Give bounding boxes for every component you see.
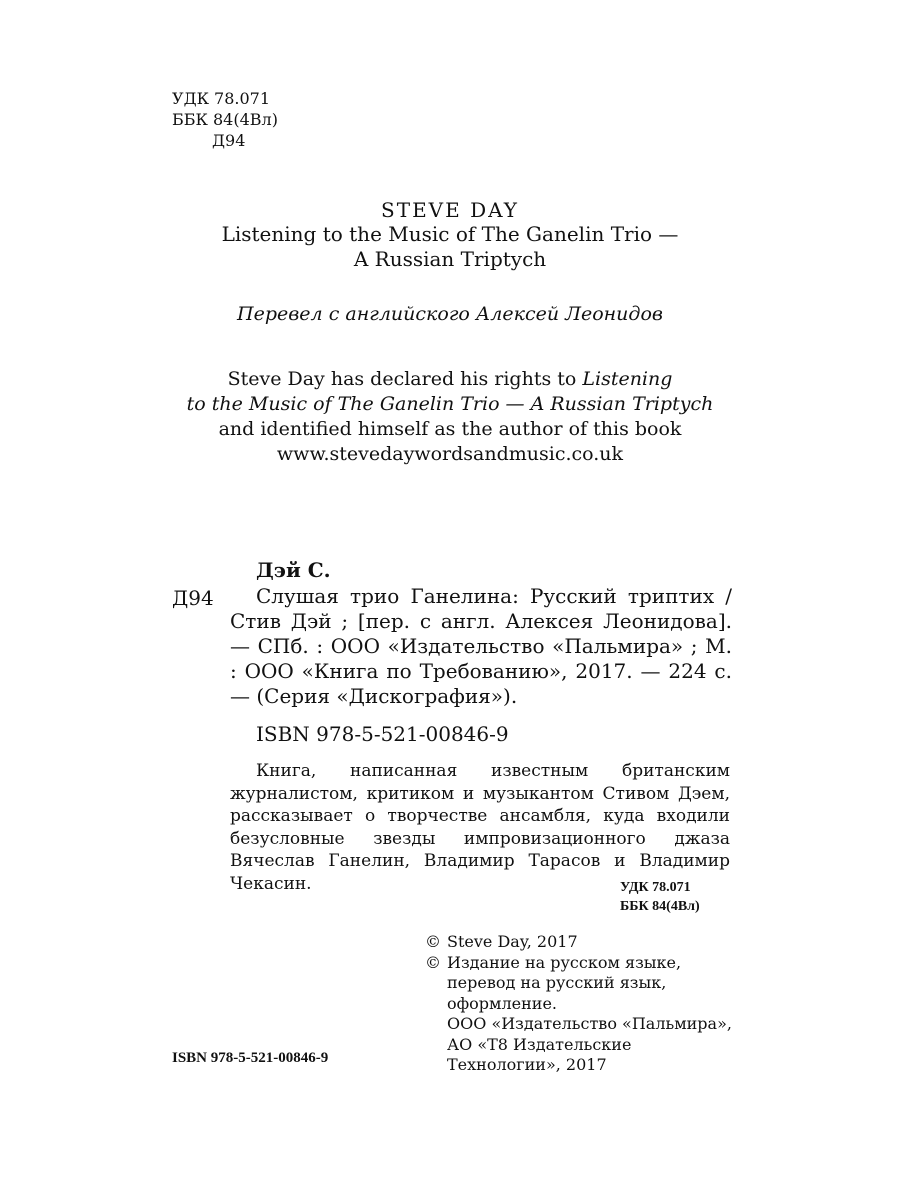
rights-line-1-prefix: Steve Day has declared his rights to (227, 368, 583, 390)
title-line-1: Listening to the Music of The Ganelin Trio — (221, 222, 679, 246)
title-line-2: A Russian Triptych (353, 247, 547, 271)
copyright-line-6: АО «Т8 Издательские (447, 1034, 632, 1054)
copyright-indent-3 (425, 973, 447, 994)
translator-credit: Перевел с английского Алексей Леонидов (237, 303, 663, 325)
copyright-row-3 (425, 973, 732, 994)
catalog-description-text: Слушая трио Ганелина: Русский триптих / Стив Дэй ; [пер. с англ. Алексея Леонидова]. — СПб. : ООО «Издательство «Пальмира» ; М. : ООО «Книга по Требованию», 2017. — 224 с. — (Серия «Дискография»). (230, 584, 732, 708)
rights-line-2 (150, 392, 750, 417)
bbk-code: ББК 84(4Вл) (172, 110, 278, 129)
catalog-annotation-text: Книга, написанная известным британским журналистом, критиком и музыкантом Стивом Дэем, рассказывает о творчестве ансамбля, куда входили безусловные звезды импровизационного джаза Вячеслав Ганелин, Владимир Тарасов и Владимир Чекасин. (230, 761, 730, 894)
copyright-notice (425, 932, 732, 1076)
copyright-line-4: оформление. (447, 993, 557, 1013)
copyright-indent-7 (425, 1055, 447, 1076)
rights-line-3: and identified himself as the author of this book (218, 418, 682, 440)
author-website: www.stevedaywordsandmusic.co.uk (276, 443, 624, 465)
udk-code: УДК 78.071 (172, 89, 271, 108)
catalog-annotation (230, 760, 730, 895)
classification-top (172, 88, 278, 151)
copyright-row-6 (425, 1035, 732, 1056)
catalog-isbn: ISBN 978-5-521-00846-9 (256, 722, 509, 746)
copyright-symbol-2: © (425, 952, 441, 972)
rights-statement (150, 367, 750, 467)
copyright-row-1 (425, 932, 732, 953)
copyright-row-5 (425, 1014, 732, 1035)
copyright-row-7 (425, 1055, 732, 1076)
copyright-line-7: Технологии», 2017 (447, 1055, 607, 1074)
catalog-author-code: Д94 (172, 586, 214, 610)
isbn-footer: ISBN 978-5-521-00846-9 (172, 1050, 329, 1066)
catalog-author-heading: Дэй С. (256, 558, 331, 582)
author-name: STEVE DAY (381, 198, 519, 222)
copyright-row-2 (425, 953, 732, 974)
copyright-line-3: перевод на русский язык, (447, 973, 667, 992)
copyright-indent-5 (425, 1014, 447, 1035)
copyright-indent-6 (425, 1035, 447, 1056)
copyright-indent-4 (425, 994, 447, 1015)
book-title (150, 222, 750, 272)
rights-line-1-italic: Listening (582, 368, 673, 390)
copyright-holder-2: Издание на русском языке, (447, 952, 682, 972)
catalog-bbk: ББК 84(4Вл) (620, 899, 700, 914)
catalog-description (230, 584, 732, 709)
copyright-row-4 (425, 994, 732, 1015)
copyright-holder-1: Steve Day, 2017 (447, 932, 578, 951)
copyright-symbol-1: © (425, 932, 441, 951)
catalog-udk: УДК 78.071 (620, 880, 691, 895)
copyright-line-5: ООО «Издательство «Пальмира», (447, 1014, 732, 1033)
author-code: Д94 (212, 131, 246, 150)
rights-line-2-italic: to the Music of The Ganelin Trio — A Russian Triptych (186, 393, 714, 415)
rights-line-1 (150, 367, 750, 392)
catalog-classification (620, 878, 730, 916)
